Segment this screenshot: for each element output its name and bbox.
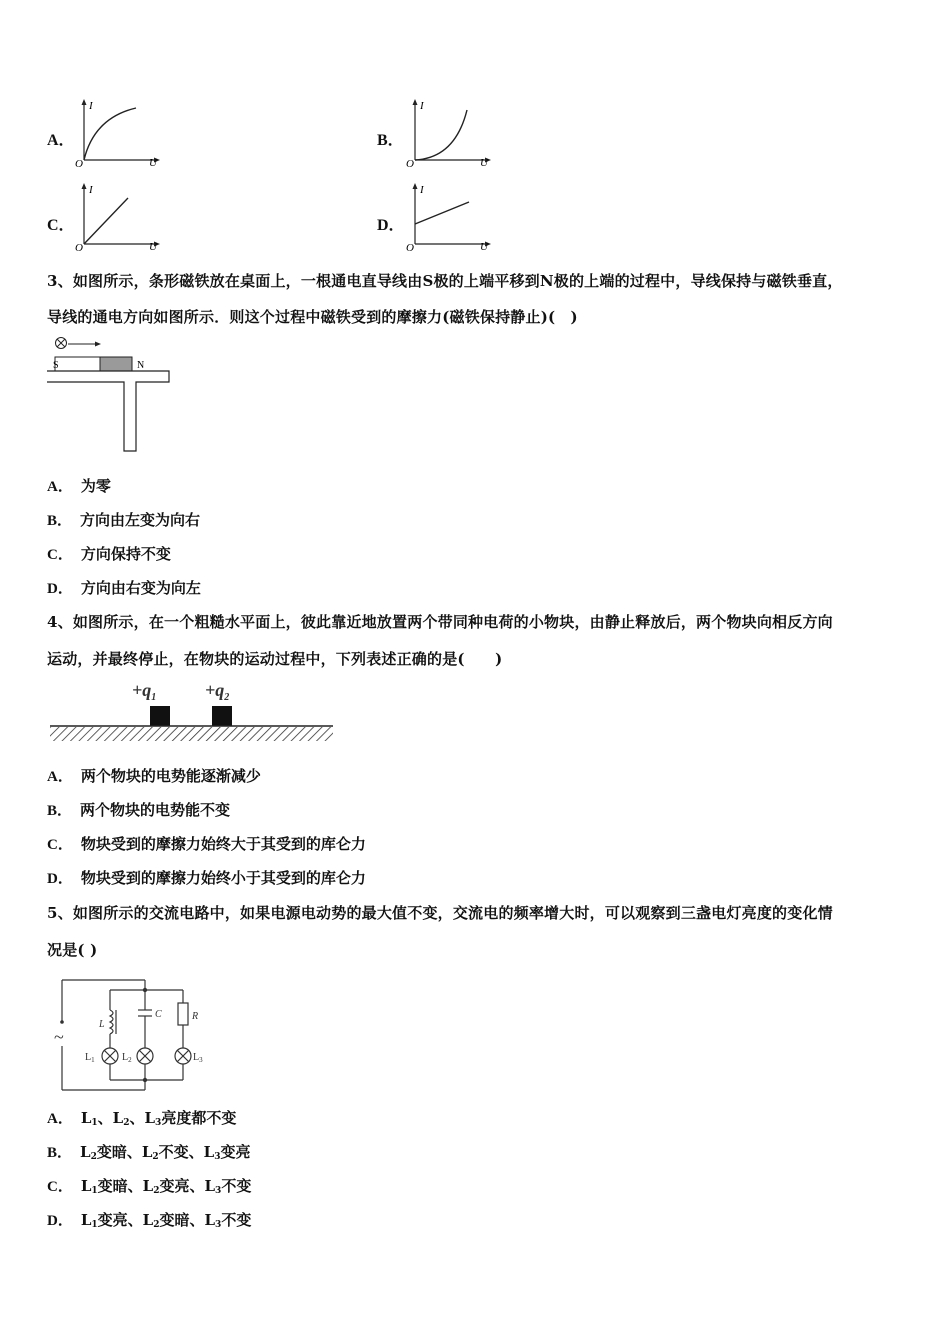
q5-option-d[interactable]: D． $L_1$变亮、$L_2$变暗、$L_3$不变 [47,1211,252,1230]
graph-c-label: C． [47,217,75,234]
graph-b-origin: O [406,158,414,168]
pole-s-label: S [53,360,59,371]
q4-stem-line2: 运动，并最终停止，在物块的运动过程中，下列表述正确的是( ) [47,650,503,668]
ac-source-symbol: ~ [54,1027,64,1047]
graph-b [403,96,498,168]
charge-q1-label: $+q_1$ [132,680,157,703]
q3-figure-magnet [45,336,175,454]
graph-d-label: D． [377,217,405,234]
graph-a-label: A． [47,132,75,149]
graph-c [72,180,167,252]
graph-a-x-axis: U [149,157,157,168]
q3-option-c[interactable]: C． 方向保持不变 [47,545,171,563]
q5-option-b[interactable]: B． $L_2$变暗、$L_2$不变、$L_3$变亮 [47,1143,251,1162]
q4-option-a[interactable]: A． 两个物块的电势能逐渐减少 [47,767,261,785]
magnet-s-half [55,357,100,371]
q4-option-b[interactable]: B． 两个物块的电势能不变 [47,801,231,819]
graph-a-origin: O [75,158,83,168]
charge-q2-label: $+q_2$ [205,680,230,703]
table-shape [47,371,169,451]
q4-figure-blocks [48,678,338,746]
graph-c-origin: O [75,242,83,252]
graph-b-y-axis: I [420,100,424,112]
ground-hatching [50,727,333,741]
block-1 [150,706,170,726]
graph-d-y-axis: I [420,184,424,196]
graph-c-x-axis: U [149,241,157,252]
lamp2-label: $L_2$ [122,1052,132,1064]
q5-figure-circuit [45,970,220,1098]
graph-b-x-axis: U [480,157,488,168]
graph-b-label: B． [377,132,404,149]
lamp3-label: $L_3$ [193,1052,203,1064]
q5-stem-line1: 5、如图所示的交流电路中，如果电源电动势的最大值不变，交流电的频率增大时，可以观察到三盏电灯亮度的变化情 [47,904,833,922]
q4-stem-line1: 4、如图所示，在一个粗糙水平面上，彼此靠近地放置两个带同种电荷的小物块，由静止释放后，两个物块向相反方向 [47,613,833,631]
q3-option-b[interactable]: B． 方向由左变为向右 [47,511,201,529]
graph-a [72,96,167,168]
q5-stem-line2: 况是( ) [47,941,98,959]
q5-option-a[interactable]: A． $L_1$、$L_2$、$L_3$亮度都不变 [47,1109,237,1128]
q3-option-d[interactable]: D． 方向由右变为向左 [47,579,201,597]
q5-option-c[interactable]: C． $L_1$变暗、$L_2$变亮、$L_3$不变 [47,1177,252,1196]
graph-d-x-axis: U [480,241,488,252]
q3-stem-line2: 导线的通电方向如图所示．则这个过程中磁铁受到的摩擦力(磁铁保持静止)( ) [47,308,578,326]
graph-d-origin: O [406,242,414,252]
resistor-label: R [192,1011,199,1022]
graph-a-y-axis: I [89,100,93,112]
q4-option-d[interactable]: D． 物块受到的摩擦力始终小于其受到的库仑力 [47,869,366,887]
graph-c-y-axis: I [89,184,93,196]
capacitor-label: C [155,1009,162,1020]
magnet-n-half [100,357,132,371]
inductor-label: L [99,1019,105,1030]
q4-option-c[interactable]: C． 物块受到的摩擦力始终大于其受到的库仑力 [47,835,366,853]
q3-stem-line1: 3、如图所示，条形磁铁放在桌面上，一根通电直导线由S极的上端平移到N极的上端的过程中，导线保持与磁铁垂直， [47,272,843,290]
pole-n-label: N [137,360,145,371]
block-2 [212,706,232,726]
graph-d [403,180,498,252]
lamp1-label: $L_1$ [85,1052,95,1064]
q3-option-a[interactable]: A． 为零 [47,477,111,495]
